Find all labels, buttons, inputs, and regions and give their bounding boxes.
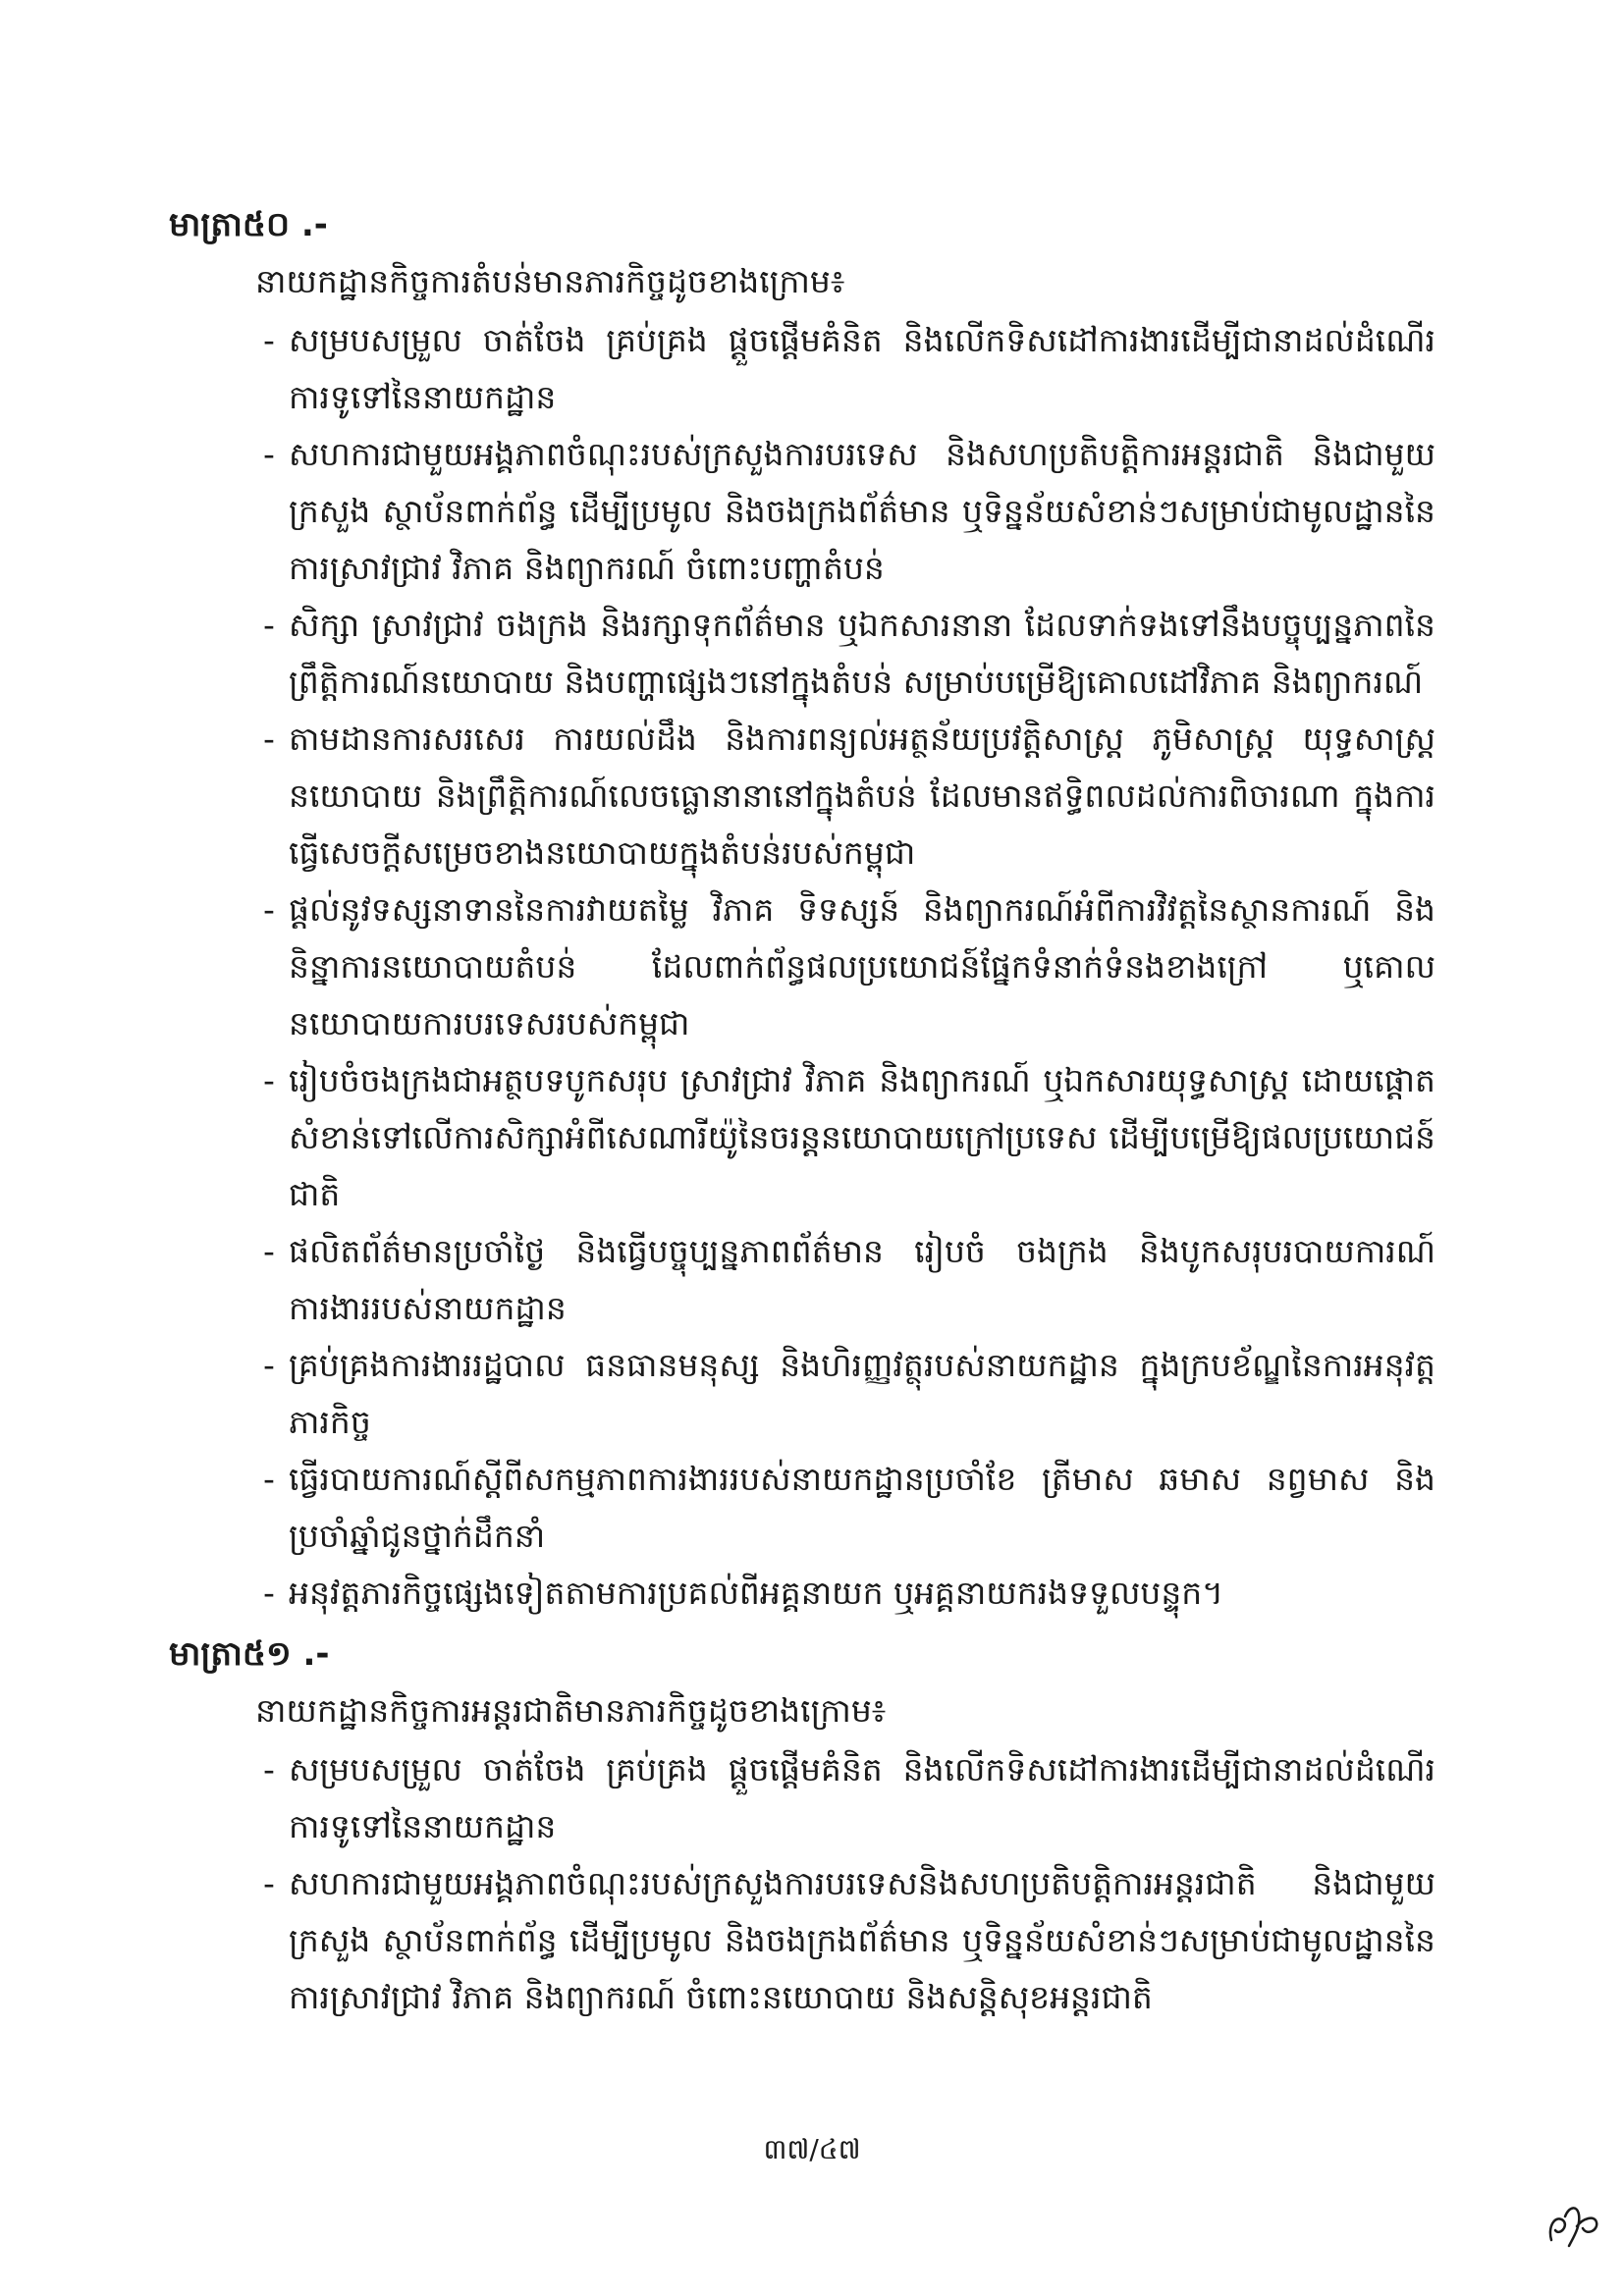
bullet-dash: - — [263, 435, 275, 473]
article-intro: នាយកដ្ឋានកិច្ចការអន្តរជាតិមានភារកិច្ចដូចខាងក្រោម៖ — [255, 1691, 887, 1730]
page-number: ៣៧/៤៧ — [763, 2133, 861, 2165]
bullet-dash: - — [263, 1750, 275, 1789]
list-item: - សហការជាមួយអង្គភាពចំណុះរបស់ក្រសួងការបរទេស និងសហប្រតិបត្តិការអន្តរជាតិ និងជាមួយក្រសួង ស្ថាប័នពាក់ព័ន្ធ ដើម្បីប្រមូល និងចងក្រងព័ត៌មាន ឬទិន្នន័យសំខាន់ៗសម្រាប់ជាមូលដ្ឋាននៃការស្រាវជ្រាវ វិភាគ និងព្យាករណ៍ ចំពោះបញ្ហាតំបន់ — [169, 426, 1435, 597]
article-heading: មាត្រា៥១ .- — [169, 1634, 330, 1674]
list-item: - សម្របសម្រួល ចាត់ចែង គ្រប់គ្រង ផ្តួចផ្តើមគំនិត និងលើកទិសដៅការងារដើម្បីជានាដល់ដំណើរការទូទៅនៃនាយកដ្ឋាន — [169, 312, 1435, 426]
article-50 — [169, 196, 1435, 1622]
bullet-dash: - — [263, 1346, 275, 1384]
bullet-dash: - — [263, 1574, 275, 1612]
list-item: - សហការជាមួយអង្គភាពចំណុះរបស់ក្រសួងការបរទេសនិងសហប្រតិបត្តិការអន្តរជាតិ និងជាមួយក្រសួង ស្ថាប័នពាក់ព័ន្ធ ដើម្បីប្រមូល និងចងក្រងព័ត៌មាន ឬទិន្នន័យសំខាន់ៗសម្រាប់ជាមូលដ្ឋាននៃការស្រាវជ្រាវ វិភាគ និងព្យាករណ៍ ចំពោះនយោបាយ និងសន្តិសុខអន្តរជាតិ — [169, 1855, 1435, 2026]
bullet-dash: - — [263, 1061, 275, 1099]
bullet-dash: - — [263, 321, 275, 359]
list-item: - ផលិតព័ត៌មានប្រចាំថ្ងៃ និងធ្វើបច្ចុប្បន្នភាពព័ត៌មាន រៀបចំ ចងក្រង និងបូកសរុបរបាយការណ៍ការងាររបស់នាយកដ្ឋាន — [169, 1223, 1435, 1337]
bullet-dash: - — [263, 1864, 275, 1902]
bullet-dash: - — [263, 1460, 275, 1498]
list-item: - ធ្វើរបាយការណ៍ស្តីពីសកម្មភាពការងាររបស់នាយកដ្ឋានប្រចាំខែ ត្រីមាស ឆមាស នព្វមាស និងប្រចាំឆ្នាំជូនថ្នាក់ដឹកនាំ — [169, 1451, 1435, 1565]
list-item: - ផ្តល់នូវទស្សនាទាននៃការវាយតម្លៃ វិភាគ ទិទស្សន៍ និងព្យាករណ៍អំពីការវិវត្តនៃស្ថានការណ៍ និងនិន្នាការនយោបាយតំបន់ ដែលពាក់ព័ន្ធផលប្រយោជន៍ផ្នែកទំនាក់ទំនងខាងក្រៅ ឬគោលនយោបាយការបរទេសរបស់កម្ពុជា — [169, 881, 1435, 1052]
bullet-dash: - — [263, 1232, 275, 1270]
list-item: - អនុវត្តភារកិច្ចផ្សេងទៀតតាមការប្រគល់ពីអគ្គនាយក ឬអគ្គនាយករងទទួលបន្ទុក។ — [169, 1565, 1435, 1622]
list-item: - តាមដានការសរសេរ ការយល់ដឹង និងការពន្យល់អត្ថន័យប្រវត្តិសាស្ត្រ ភូមិសាស្ត្រ យុទ្ធសាស្ត្រនយោបាយ និងព្រឹត្តិការណ៍លេចធ្លោនានានៅក្នុងតំបន់ ដែលមានឥទ្ធិពលដល់ការពិចារណា ក្នុងការធ្វើសេចក្តីសម្រេចខាងនយោបាយក្នុងតំបន់របស់កម្ពុជា — [169, 711, 1435, 881]
list-item: - គ្រប់គ្រងការងាររដ្ឋបាល ធនធានមនុស្ស និងហិរញ្ញវត្ថុរបស់នាយកដ្ឋាន ក្នុងក្របខ័ណ្ឌនៃការអនុវត្តភារកិច្ច — [169, 1337, 1435, 1451]
list-item: - សិក្សា ស្រាវជ្រាវ ចងក្រង និងរក្សាទុកព័ត៌មាន ឬឯកសារនានា ដែលទាក់ទងទៅនឹងបច្ចុប្បន្នភាពនៃព្រឹត្តិការណ៍នយោបាយ និងបញ្ហាផ្សេងៗនៅក្នុងតំបន់ សម្រាប់បម្រើឱ្យគោលដៅវិភាគ និងព្យាករណ៍ — [169, 597, 1435, 711]
list-item: - សម្របសម្រួល ចាត់ចែង គ្រប់គ្រង ផ្តួចផ្តើមគំនិត និងលើកទិសដៅការងារដើម្បីជានាដល់ដំណើរការទូទៅនៃនាយកដ្ឋាន — [169, 1741, 1435, 1855]
document-body — [169, 196, 1435, 2030]
bullet-dash: - — [263, 606, 275, 644]
list-item: - រៀបចំចងក្រងជាអត្ថបទបូកសរុប ស្រាវជ្រាវ វិភាគ និងព្យាករណ៍ ឬឯកសារយុទ្ធសាស្ត្រ ដោយផ្តោតសំខាន់ទៅលើការសិក្សាអំពីសេណារីយ៉ូនៃចរន្តនយោបាយក្រៅប្រទេស ដើម្បីបម្រើឱ្យផលប្រយោជន៍ជាតិ — [169, 1052, 1435, 1223]
article-51 — [169, 1626, 1435, 2026]
handwritten-initials-icon — [1543, 2197, 1602, 2252]
article-intro: នាយកដ្ឋានកិច្ចការតំបន់មានភារកិច្ចដូចខាងក្រោម៖ — [255, 262, 845, 300]
bullet-dash: - — [263, 720, 275, 758]
article-heading: មាត្រា៥០ .- — [169, 205, 328, 244]
bullet-dash: - — [263, 890, 275, 929]
